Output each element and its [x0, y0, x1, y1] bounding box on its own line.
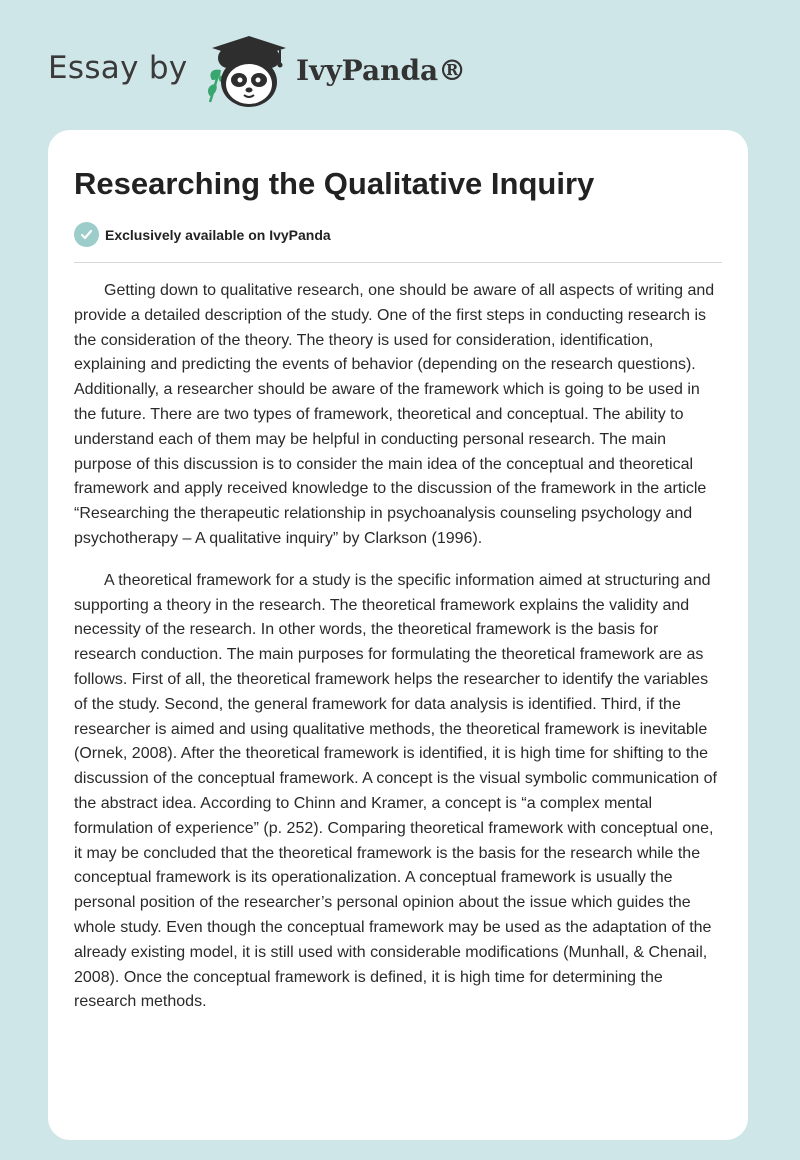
exclusive-badge-label: Exclusively available on IvyPanda: [105, 226, 331, 243]
brand-name[interactable]: IvyPanda®: [296, 54, 467, 87]
paragraph: A theoretical framework for a study is the specific information aimed at structuring and supporting a theory in the research. The theoretical framework explains the validity and necessity of the research. In other words, the theoretical framework is the basis for research conduction. The main purposes for formulating the theoretical framework are as follows. First of all, the theoretical framework helps the researcher to identify the variables of the study. Second, the general framework for data analysis is identified. Third, if the researcher is aimed and using qualitative methods, the theoretical framework is inevitable (Ornek, 2008). After the theoretical framework is identified, it is high time for shifting to the discussion of the conceptual framework. A concept is the visual symbolic communication of the abstract idea. According to Chinn and Kramer, a concept is “a complex mental formulation of experience” (p. 252). Comparing theoretical framework with conceptual one, it may be concluded that the theoretical framework is the basis for the research while the conceptual framework is its operationalization. A conceptual framework is usually the personal position of the researcher’s personal opinion about the issue which guides the whole study. Even though the conceptual framework may be used as the adaptation of the already existing model, it is still used with considerable modifications (Munhall, & Chenail, 2008). Once the conceptual framework is defined, it is high time for determining the research methods.: [74, 571, 717, 1011]
paragraph: Getting down to qualitative research, one should be aware of all aspects of writing and provide a detailed description of the study. One of the first steps in conducting research is the consideration of the theory. The theory is used for consideration, identification, explaining and predicting the events of behavior (depending on the research questions). Additionally, a researcher should be aware of the framework which is going to be used in the future. There are two types of framework, theoretical and conceptual. The ability to understand each of them may be helpful in conducting personal research. The main purpose of this discussion is to consider the main idea of the conceptual and theoretical framework and apply received knowledge to the discussion of the framework in the article “Researching the therapeutic relationship in psychoanalysis counseling psychology and psychotherapy – A qualitative inquiry” by Clarkson (1996).: [74, 282, 715, 547]
essay-body: [74, 279, 724, 1032]
exclusive-badge: [74, 222, 331, 247]
page-title: Researching the Qualitative Inquiry: [74, 166, 595, 201]
essay-card: [48, 130, 748, 1140]
panda-graduate-logo-icon[interactable]: [200, 30, 296, 110]
divider: [74, 262, 722, 263]
check-circle-icon: [74, 222, 99, 247]
site-header: [0, 0, 800, 130]
essay-by-label: Essay by: [48, 50, 188, 86]
